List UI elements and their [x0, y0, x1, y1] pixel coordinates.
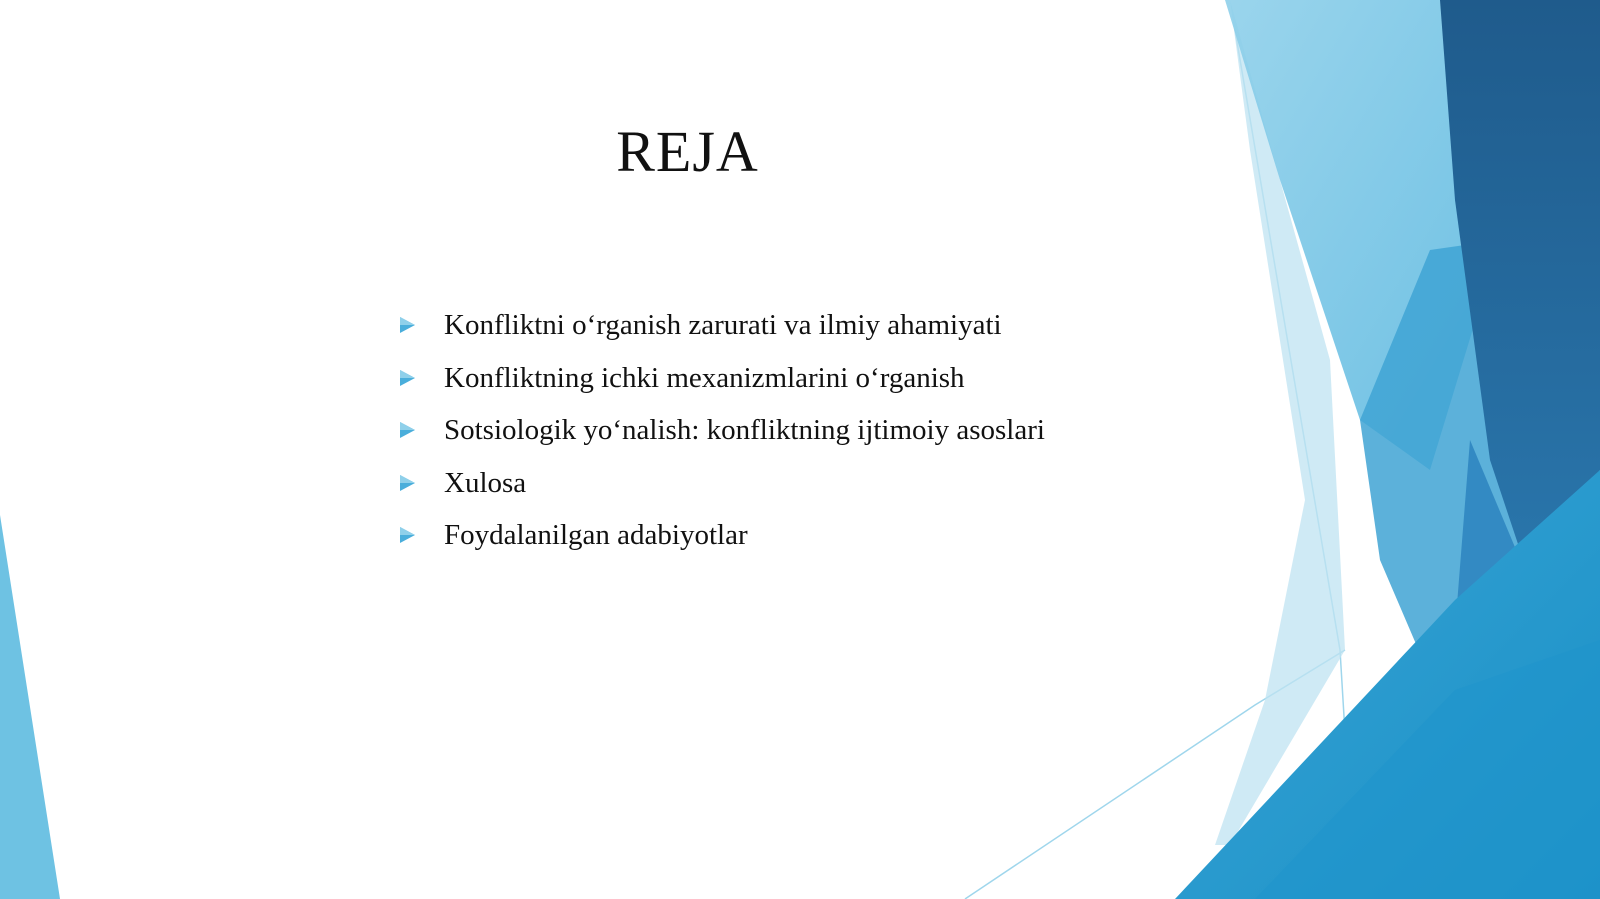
triangle-bullet-icon [398, 526, 416, 544]
agenda-item [398, 307, 1045, 360]
triangle-bullet-icon [398, 474, 416, 492]
triangle-bullet-icon [398, 369, 416, 387]
agenda-item-text: Konfliktning ichki mexanizmlarini o‘rganish [444, 361, 965, 394]
agenda-item-text: Xulosa [444, 466, 527, 499]
agenda-item [398, 465, 1045, 518]
slide-title: REJA [616, 119, 759, 184]
agenda-item [398, 412, 1045, 465]
agenda-item [398, 360, 1045, 413]
triangle-bullet-icon [398, 316, 416, 334]
left-edge-shape [0, 515, 60, 899]
agenda-item-text: Foydalanilgan adabiyotlar [444, 519, 748, 551]
agenda-item-text: Konfliktni o‘rganish zarurati va ilmiy ahamiyati [444, 309, 1002, 341]
agenda-item [398, 517, 1045, 570]
triangle-bullet-icon [398, 421, 416, 439]
agenda-item-text: Sotsiologik yo‘nalish: konfliktning ijtimoiy asoslari [444, 414, 1045, 446]
agenda-list [398, 307, 1045, 570]
